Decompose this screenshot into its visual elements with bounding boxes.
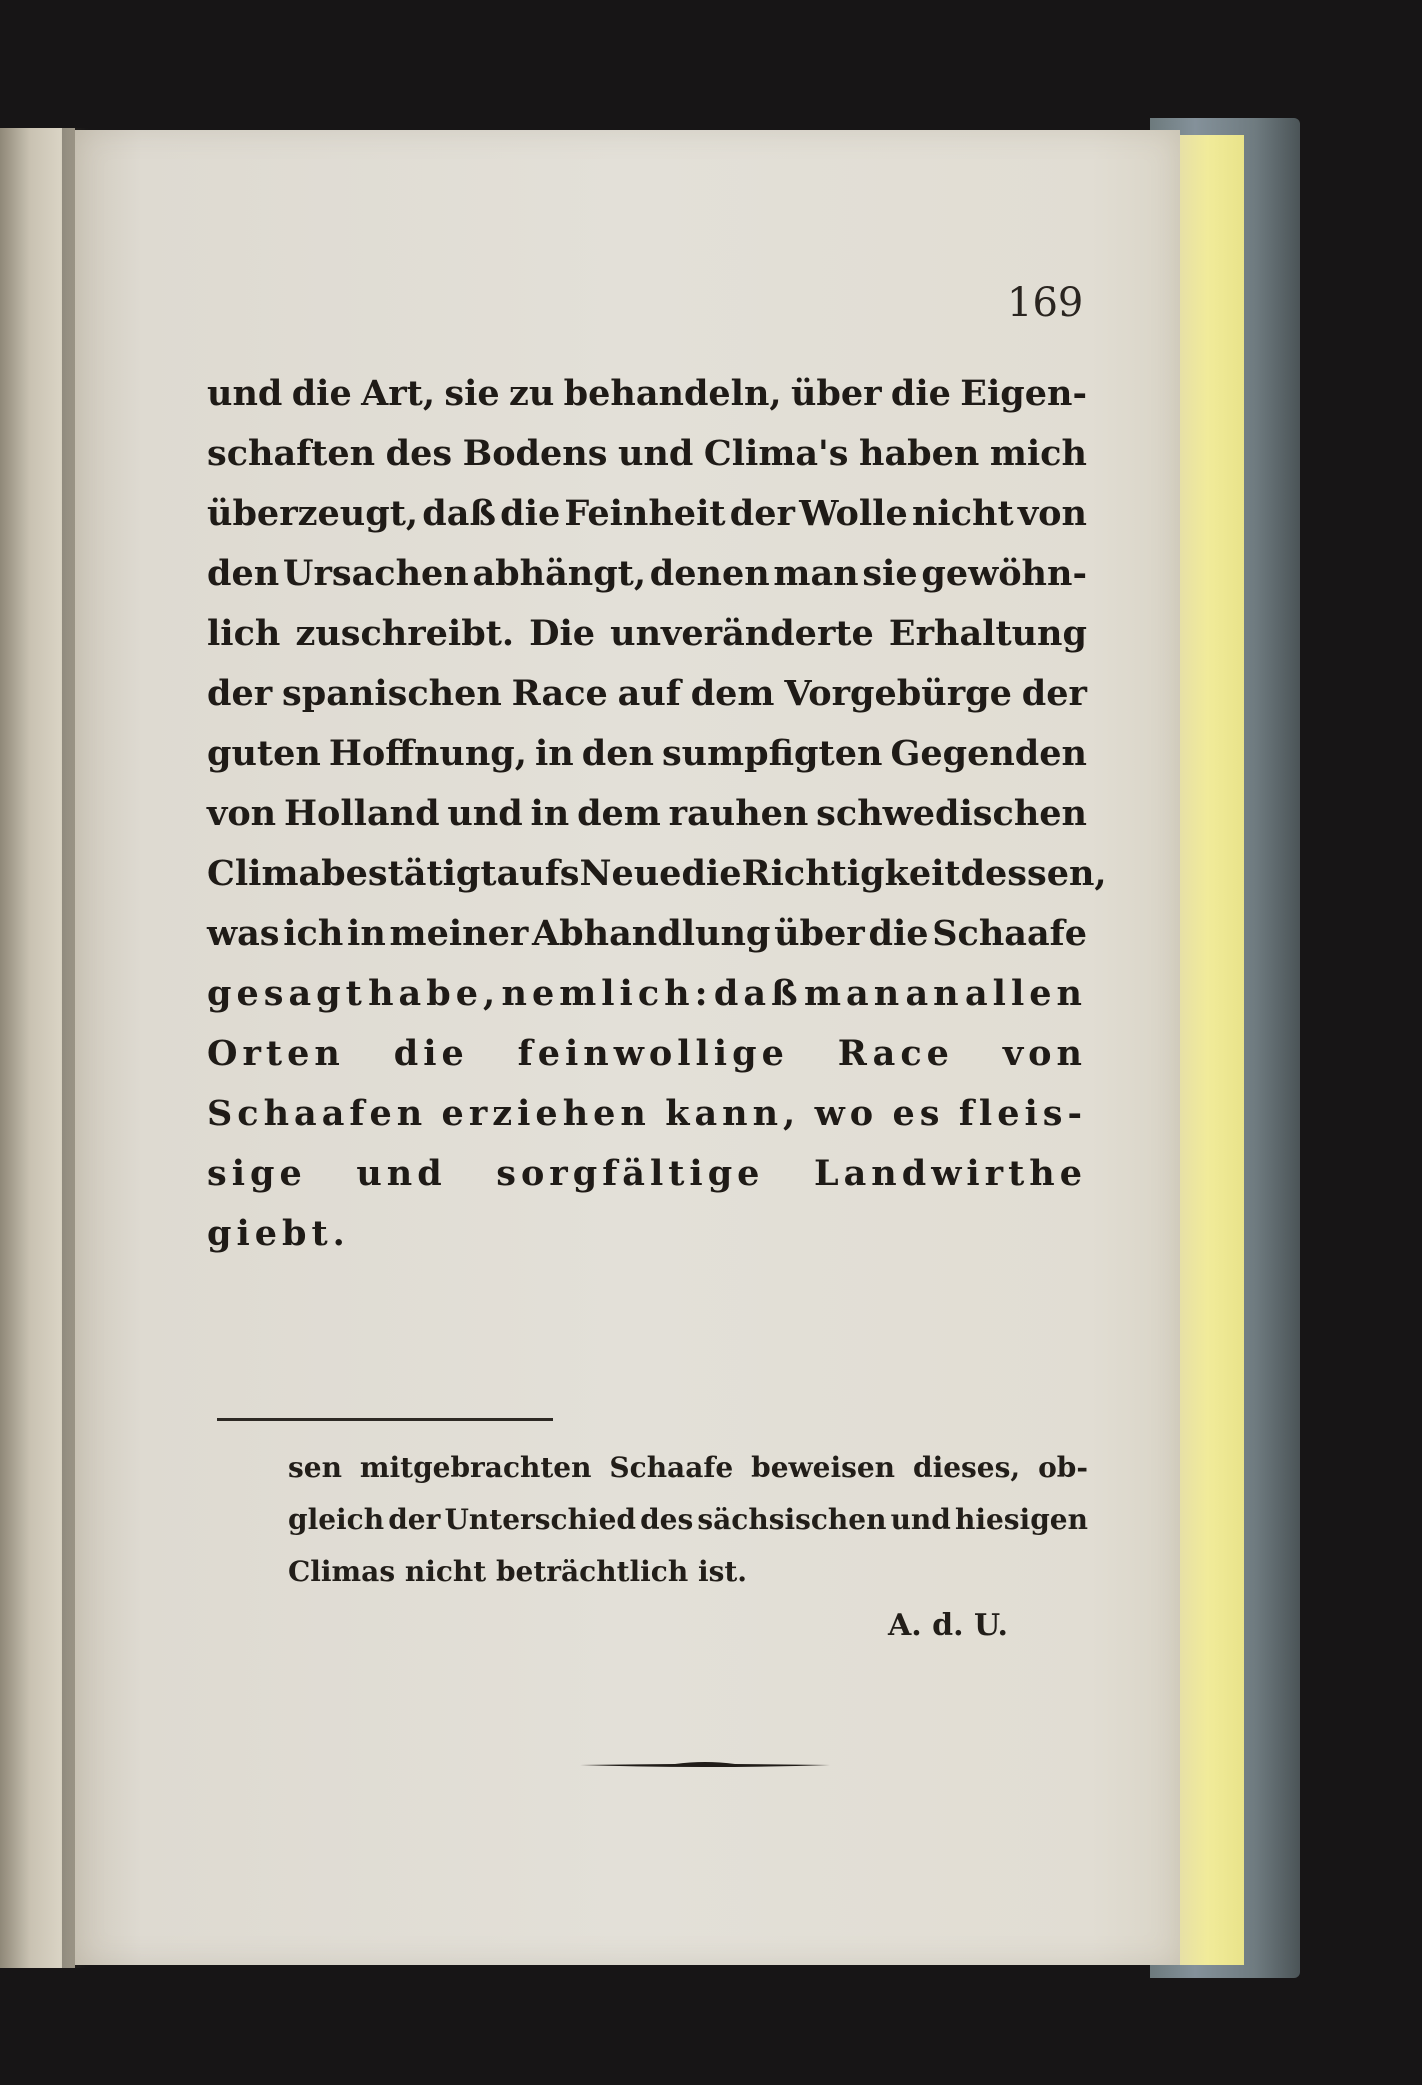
word: und — [447, 793, 523, 834]
text-line — [207, 424, 1087, 484]
word: sen — [288, 1451, 342, 1484]
word: man — [773, 553, 859, 594]
word: Erhaltung — [888, 613, 1087, 654]
word: sumpfigten — [661, 733, 883, 774]
end-ornament — [580, 1760, 830, 1770]
word: über — [790, 373, 882, 414]
text-line — [207, 604, 1087, 664]
word: dem — [690, 673, 775, 714]
word: der — [729, 493, 795, 534]
word: und — [356, 1153, 447, 1194]
word: überzeugt, — [207, 493, 419, 534]
word: und — [617, 433, 694, 474]
word: sie — [862, 553, 918, 594]
word: von — [1017, 493, 1087, 534]
word: schwedischen — [816, 793, 1087, 834]
text-line — [207, 784, 1087, 844]
word: über — [774, 913, 865, 954]
word: Abhandlung — [532, 913, 771, 954]
word: aufs — [496, 853, 580, 894]
word: gewöhn- — [921, 553, 1087, 594]
word: Schaafe — [932, 913, 1087, 954]
word: die — [500, 493, 561, 534]
text-line — [207, 484, 1087, 544]
word: sorgfältige — [496, 1153, 765, 1194]
word: Clima's — [703, 433, 849, 474]
word: von — [1002, 1033, 1087, 1074]
footnote-line — [288, 1494, 1088, 1546]
text-line — [207, 904, 1087, 964]
word: sächsischen — [697, 1503, 887, 1536]
word: kann, — [665, 1093, 801, 1134]
footnote-signature: A. d. U. — [888, 1608, 1008, 1643]
word: haben — [859, 433, 980, 474]
word: schaften — [207, 433, 376, 474]
word: des — [640, 1503, 694, 1536]
word: Schaafe — [609, 1451, 734, 1484]
text-line — [207, 724, 1087, 784]
word: feinwollige — [517, 1033, 789, 1074]
text-line — [207, 1024, 1087, 1084]
word: Art, — [361, 373, 436, 414]
word: des — [385, 433, 453, 474]
word: Race — [511, 673, 608, 714]
word: Orten — [207, 1033, 345, 1074]
word: Vorgebürge — [784, 673, 1012, 714]
word: mitgebrachten — [359, 1451, 592, 1484]
text-line — [207, 964, 1087, 1024]
word: rauhen — [668, 793, 809, 834]
footnote-rule — [217, 1418, 553, 1421]
word: Holland — [283, 793, 440, 834]
word: bestätigt — [321, 853, 497, 894]
text-line — [207, 1084, 1087, 1144]
text-line — [207, 1144, 1087, 1204]
word: die — [890, 373, 951, 414]
word: daß — [713, 973, 803, 1014]
word: Die — [529, 613, 596, 654]
word: behandeln, — [563, 373, 782, 414]
word: allen — [964, 973, 1087, 1014]
text-line — [207, 664, 1087, 724]
word: guten — [207, 733, 321, 774]
word: erziehen — [441, 1093, 651, 1134]
word: dem — [577, 793, 661, 834]
word: Schaafen — [207, 1093, 428, 1134]
word: ob- — [1038, 1451, 1088, 1484]
word: giebt. — [207, 1213, 350, 1254]
word: die — [681, 853, 742, 894]
word: abhängt, — [472, 553, 647, 594]
book-page — [75, 130, 1180, 1965]
word: an — [905, 973, 964, 1014]
word: Hoffnung, — [328, 733, 527, 774]
word: habe, — [368, 973, 501, 1014]
main-text — [207, 364, 1107, 1264]
word: den — [207, 553, 280, 594]
word: die — [291, 373, 352, 414]
footnote — [288, 1442, 1088, 1598]
word: zuschreibt. — [295, 613, 515, 654]
word: Bodens — [462, 433, 608, 474]
word: Race — [837, 1033, 954, 1074]
word: dieses, — [913, 1451, 1021, 1484]
page-block-edge — [1178, 135, 1244, 1965]
word: nicht — [911, 493, 1014, 534]
footnote-line — [288, 1442, 1088, 1494]
word: dessen, — [960, 853, 1107, 894]
word: in — [534, 733, 574, 774]
word: der — [207, 673, 273, 714]
word: der — [388, 1503, 441, 1536]
word: beweisen — [751, 1451, 896, 1484]
word: in — [347, 913, 386, 954]
word: beträchtlich — [495, 1555, 689, 1588]
word: es — [892, 1093, 945, 1134]
word: die — [868, 913, 929, 954]
word: nicht — [404, 1555, 487, 1588]
word: Landwirthe — [814, 1153, 1087, 1194]
word: man — [803, 973, 905, 1014]
page-number: 169 — [1007, 280, 1084, 326]
word: den — [581, 733, 654, 774]
word: wo — [814, 1093, 879, 1134]
word: spanischen — [282, 673, 502, 714]
word: Neue — [579, 853, 682, 894]
word: daß — [422, 493, 496, 534]
footnote-line — [288, 1546, 1088, 1598]
word: gesagt — [207, 973, 367, 1014]
word: ich — [283, 913, 344, 954]
word: hiesigen — [954, 1503, 1088, 1536]
word: fleis- — [958, 1093, 1087, 1134]
word: Gegenden — [890, 733, 1087, 774]
word: was — [207, 913, 280, 954]
word: und — [890, 1503, 951, 1536]
word: nemlich: — [501, 973, 713, 1014]
word: auf — [617, 673, 681, 714]
word: denen — [649, 553, 770, 594]
word: sie — [444, 373, 500, 414]
word: Unterschied — [444, 1503, 636, 1536]
word: der — [1021, 673, 1087, 714]
word: mich — [989, 433, 1087, 474]
word: meiner — [389, 913, 529, 954]
word: sige — [207, 1153, 307, 1194]
word: Eigen- — [960, 373, 1087, 414]
text-line — [207, 544, 1087, 604]
word: die — [393, 1033, 469, 1074]
word: von — [207, 793, 277, 834]
word: ist. — [697, 1555, 748, 1588]
text-line — [207, 364, 1087, 424]
word: gleich — [288, 1503, 385, 1536]
word: und — [207, 373, 283, 414]
word: lich — [207, 613, 281, 654]
word: zu — [508, 373, 555, 414]
word: Climas — [288, 1555, 396, 1588]
word: Feinheit — [564, 493, 726, 534]
word: Clima — [207, 853, 322, 894]
text-line — [207, 1204, 1087, 1264]
word: unveränderte — [610, 613, 874, 654]
text-line — [207, 844, 1107, 904]
word: in — [530, 793, 570, 834]
word: Wolle — [799, 493, 908, 534]
word: Ursachen — [282, 553, 469, 594]
word: Richtigkeit — [741, 853, 961, 894]
